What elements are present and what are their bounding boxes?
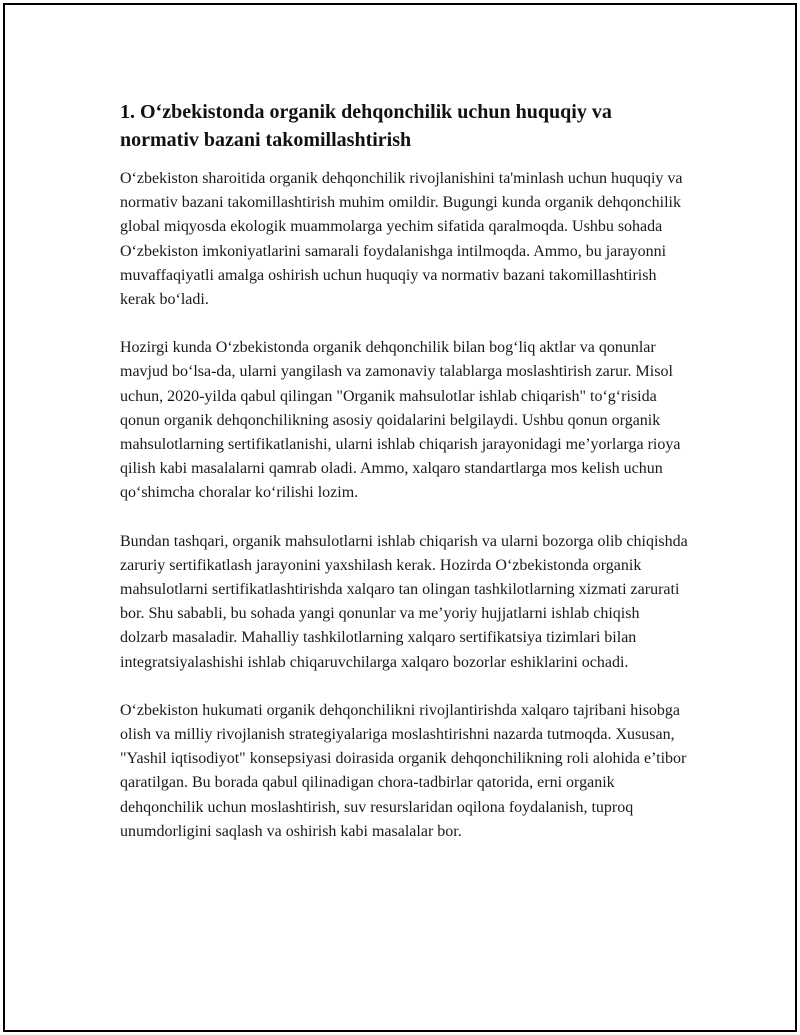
section-heading: 1. O‘zbekistonda organik dehqonchilik uchun huquqiy va normativ bazani takomillashtirish — [120, 101, 612, 151]
paragraph-3: Bundan tashqari, organik mahsulotlarni ishlab chiqarish va ularni bozorga olib chiqishda zaruriy sertifikatlash jarayonini yaxshilash kerak. Hozirda O‘zbekistonda organik mahsulotlarni sertifikatlashtirishda xalqaro tan olingan tashkilotlarning xizmati zarurati bor. Shu sababli, bu sohada yangi qonunlar va me’yoriy hujjatlarni ishlab chiqish dolzarb masaladir. Mahalliy tashkilotlarning xalqaro sertifikatsiya tizimlari bilan integratsiyalashishi ishlab chiqaruvchilarga xalqaro bozorlar eshiklarini ochadi. — [120, 532, 688, 671]
paragraph-1: O‘zbekiston sharoitida organik dehqonchilik rivojlanishini ta'minlash uchun huquqiy va normativ bazani takomillashtirish muhim omildir. Bugungi kunda organik dehqonchilik global miqyosda ekologik muammolarga yechim sifatida qaralmoqda. Ushbu sohada O‘zbekiston imkoniyatlarini samarali foydalanishga intilmoqda. Ammo, bu jarayonni muvaffaqiyatli amalga oshirish uchun huquqiy va normativ bazani takomillashtirish kerak bo‘ladi. — [120, 170, 683, 309]
document-page — [3, 3, 797, 1032]
paragraph-4: O‘zbekiston hukumati organik dehqonchilikni rivojlantirishda xalqaro tajribani hisobga olish va milliy rivojlanish strategiyalariga moslashtirishni nazarda tutmoqda. Xususan, "Yashil iqtisodiyot" konsepsiyasi doirasida organik dehqonchilikning roli alohida e’tibor qaratilgan. Bu borada qabul qilinadigan chora-tadbirlar qatorida, erni organik dehqonchilik uchun moslashtirish, suv resurslaridan oqilona foydalanish, tuproq unumdorligini saqlash va oshirish kabi masalalar bor. — [120, 701, 687, 840]
document-body — [120, 98, 690, 868]
paragraph-2: Hozirgi kunda O‘zbekistonda organik dehqonchilik bilan bog‘liq aktlar va qonunlar mavjud bo‘lsa-da, ularni yangilash va zamonaviy talablarga moslashtirish zarur. Misol uchun, 2020-yilda qabul qilingan "Organik mahsulotlar ishlab chiqarish" to‘g‘risida qonun organik dehqonchilikning asosiy qoidalarini belgilaydi. Ushbu qonun organik mahsulotlarning sertifikatlanishi, ularni ishlab chiqarish jarayonidagi me’yorlarga rioya qilish kabi masalalarni qamrab oladi. Ammo, xalqaro standartlarga mos kelish uchun qo‘shimcha choralar ko‘rilishi lozim. — [120, 339, 681, 502]
